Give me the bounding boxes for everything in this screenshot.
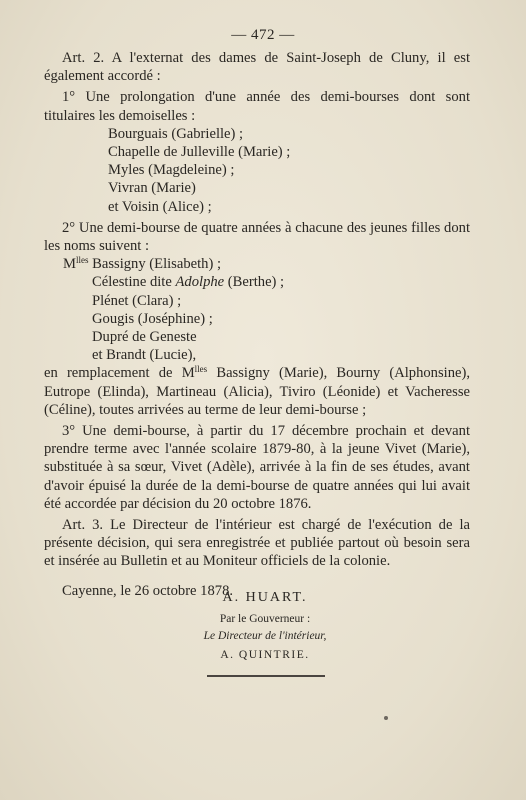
item-1-name-list — [44, 125, 470, 216]
list-item: Vivran (Marie) — [108, 180, 196, 197]
body-text — [44, 49, 470, 600]
signatory-name: A. QUINTRIE. — [220, 649, 310, 661]
list-item: Chapelle de Julleville (Marie) ; — [108, 144, 291, 161]
item-2-intro: 2° Une demi-bourse de quatre années à chacune des jeunes filles dont les noms suivent : — [44, 219, 470, 255]
item-3: 3° Une demi-bourse, à partir du 17 décembre prochain et devant prendre terme avec l'année scolaire 1879-80, à la jeune Vivet (Marie), substituée à sa sœur, Vivet (Adèle), arrivée à la fin de ses études, avant d'avoir épuisé la durée de la demi-bourse de quatre années qui lui avait été accordée par décision du 20 octobre 1876. — [44, 423, 470, 512]
list-item: Gougis (Joséphine) ; — [92, 310, 213, 327]
article-3: Art. 3. Le Directeur de l'intérieur est chargé de l'exécution de la présente décision, qui sera enregistrée et publiée partout où besoin sera et insérée au Bulletin et au Moniteur officiels de la colonie. — [44, 517, 470, 570]
item-2-name-list — [44, 273, 470, 364]
date-line: Cayenne, le 26 octobre 1878. — [62, 582, 234, 599]
article-2-intro: Art. 2. A l'externat des dames de Saint-Joseph de Cluny, il est également accordé : — [44, 50, 470, 85]
list-item: et Voisin (Alice) ; — [108, 198, 212, 215]
page-number: — 472 — — [231, 27, 295, 43]
item-1-intro: 1° Une prolongation d'une année des demi-bourses dont sont titulaires les demoiselles : — [44, 89, 470, 124]
item-2-first-name: $M^{lles}$ Bassigny (Elisabeth) ; — [63, 255, 222, 273]
list-item: Myles (Magdeleine) ; — [108, 162, 235, 179]
ink-speck — [384, 716, 388, 720]
list-item: Plénet (Clara) ; — [92, 292, 182, 309]
signature-by-line: Par le Gouverneur : — [219, 613, 311, 625]
list-item: Bourguais (Gabrielle) ; — [108, 125, 244, 142]
list-item: Célestine dite Adolphe (Berthe) ; — [92, 274, 285, 291]
list-item: Dupré de Geneste — [92, 329, 197, 346]
signature-title: Le Directeur de l'intérieur, — [203, 630, 327, 642]
item-2-replacement-note: en remplacement de $M^{lles}$ Bassigny (Marie), Bourny (Alphonsine), Eutrope (Elinda), Martineau (Alicia), Tiviro (Léonide) et Vacheresse (Céline), toutes arrivées au terme de leur demi-bourse ; — [44, 364, 470, 418]
closing-rule — [207, 675, 325, 677]
signature-name: A. HUART. — [222, 590, 308, 605]
list-item: et Brandt (Lucie), — [92, 347, 197, 364]
